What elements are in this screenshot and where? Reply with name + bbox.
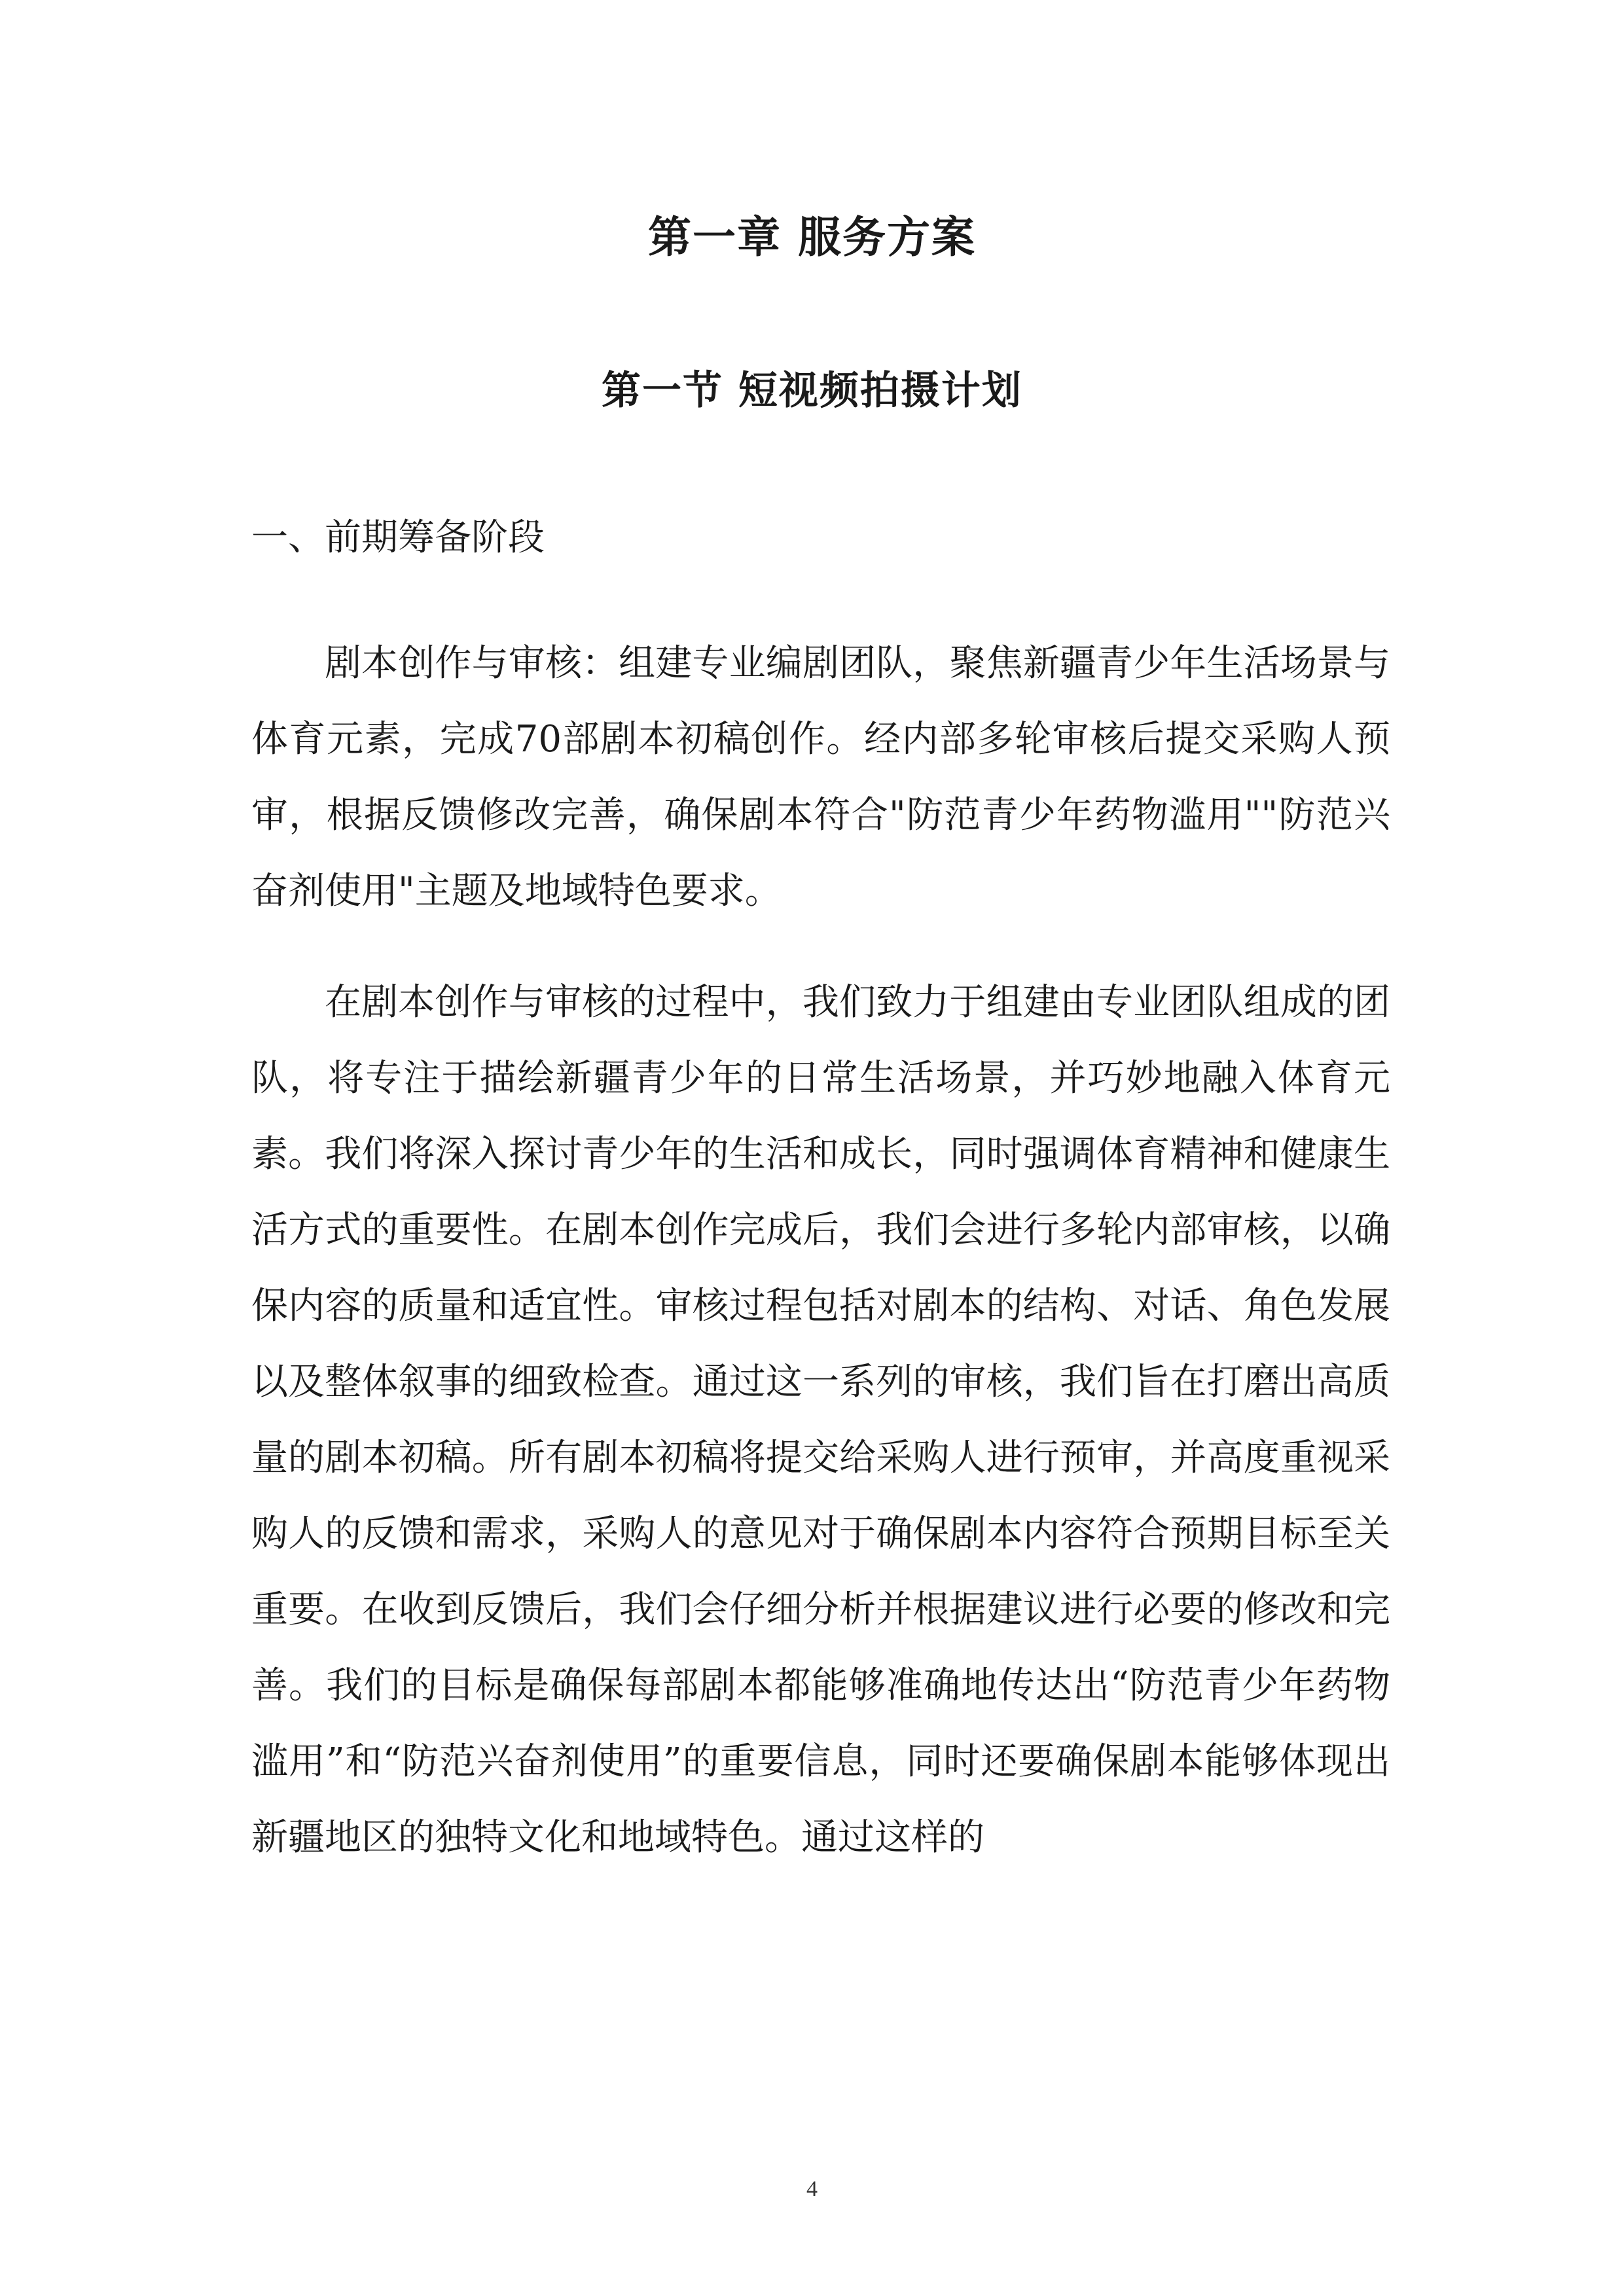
page-number: 4 [806,2177,818,2201]
section-title: 第一节 短视频拍摄计划 [602,368,1022,414]
body-paragraph: 剧本创作与审核：组建专业编剧团队，聚焦新疆青少年生活场景与体育元素，完成70部剧本初稿创作。经内部多轮审核后提交采购人预审，根据反馈修改完善，确保剧本符合"防范青少年药物滥用""防范兴奋剂使用"主题及地域特色要求。 [251,642,1390,912]
subheading: 一、前期筹备阶段 [251,516,545,559]
chapter-title: 第一章 服务方案 [648,212,976,262]
body-paragraph: 在剧本创作与审核的过程中，我们致力于组建由专业团队组成的团队，将专注于描绘新疆青少年的日常生活场景，并巧妙地融入体育元素。我们将深入探讨青少年的生活和成长，同时强调体育精神和健康生活方式的重要性。在剧本创作完成后，我们会进行多轮内部审核，以确保内容的质量和适宜性。审核过程包括对剧本的结构、对话、角色发展以及整体叙事的细致检查。通过这一系列的审核，我们旨在打磨出高质量的剧本初稿。所有剧本初稿将提交给采购人进行预审，并高度重视采购人的反馈和需求，采购人的意见对于确保剧本内容符合预期目标至关重要。在收到反馈后，我们会仔细分析并根据建议进行必要的修改和完善。我们的目标是确保每部剧本都能够准确地传达出“防范青少年药物滥用”和“防范兴奋剂使用”的重要信息，同时还要确保剧本能够体现出新疆地区的独特文化和地域特色。通过这样的 [251,981,1390,1859]
